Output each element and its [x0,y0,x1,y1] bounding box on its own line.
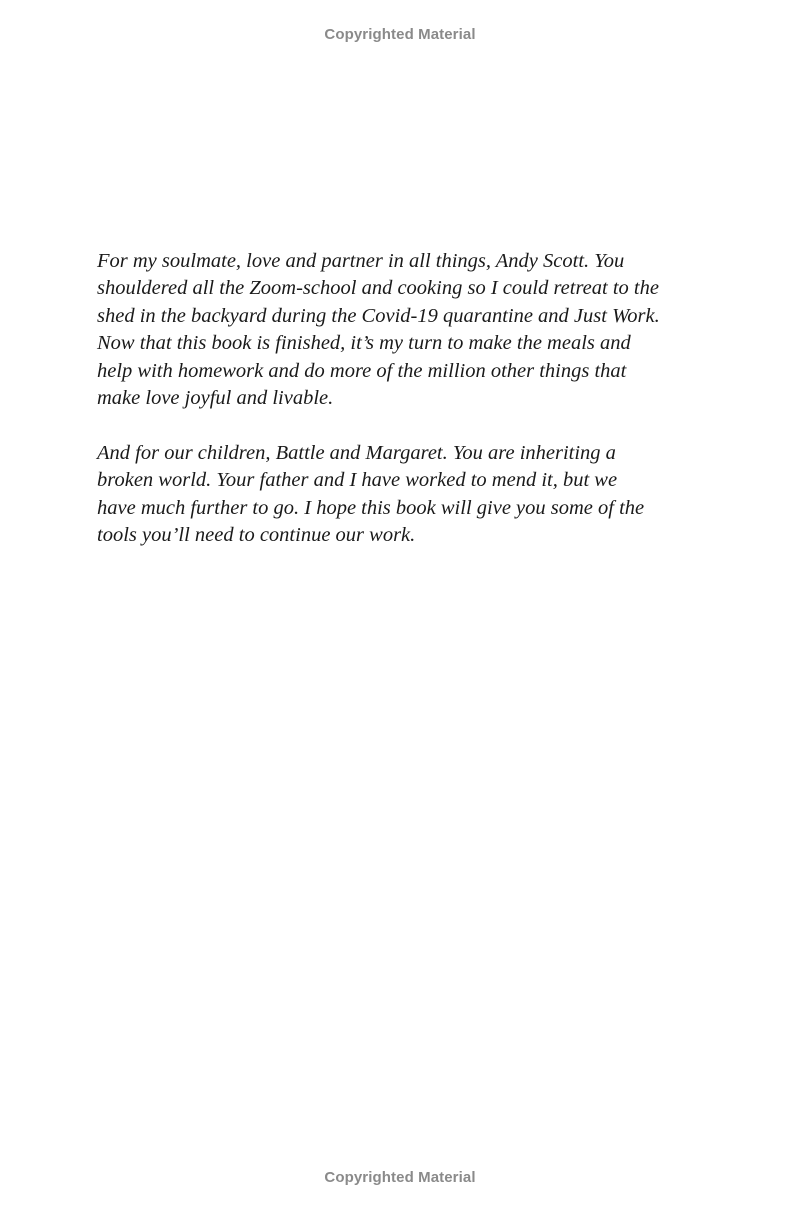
text-line: Now that this book is finished, it’s my turn to make the meals and [97,332,631,355]
dedication-text [97,248,717,549]
text-line: shed in the backyard during the Covid-19 quarantine and Just Work. [97,304,660,327]
text-line: And for our children, Battle and Margaret. You are inheriting a [97,441,616,464]
text-line: shouldered all the Zoom-school and cooking so I could retreat to the [97,277,659,300]
dedication-paragraph-children [97,440,717,550]
text-line: have much further to go. I hope this book will give you some of the [97,496,645,519]
copyright-watermark-top: Copyrighted Material [324,26,476,43]
dedication-paragraph-partner [97,248,717,412]
text-line: help with homework and do more of the million other things that [97,359,627,382]
text-line: broken world. Your father and I have worked to mend it, but we [97,469,618,492]
copyright-watermark-bottom: Copyrighted Material [324,1169,476,1186]
text-line: tools you’ll need to continue our work. [97,524,416,547]
text-line: For my soulmate, love and partner in all things, Andy Scott. You [97,250,625,272]
text-line: make love joyful and livable. [97,387,334,410]
